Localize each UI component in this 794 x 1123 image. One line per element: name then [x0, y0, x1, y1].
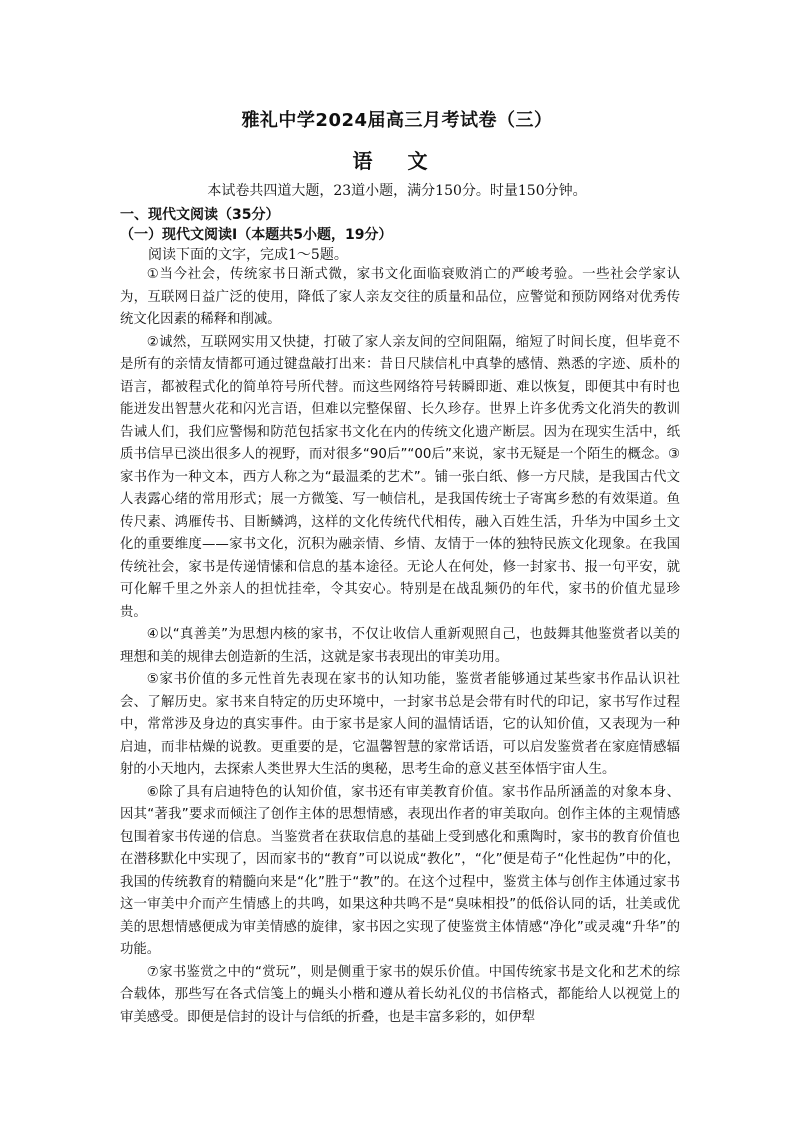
passage-body: [120, 264, 680, 1029]
exam-title: 雅礼中学2024届高三月考试卷（三）: [241, 110, 553, 131]
paragraph: ②诚然，互联网实用又快捷，打破了家人亲友间的空间阻隔，缩短了时间长度，但毕竟不是所有的亲情友情都可通过键盘敲打出来：昔日尺牍信札中真挚的感情、熟悉的字迹、质朴的语言，都被程式化的简单符号所代替。而这些网络符号转瞬即逝、难以恢复，即便其中有时也能迸发出智慧火花和闪光言语，但难以完整保留、长久珍存。世界上许多优秀文化消失的教训告诫人们，我们应警惕和防范包括家书文化在内的传统文化遗产断层。因为在现实生活中，纸质书信早已淡出很多人的视野，而对很多“90后”“00后”来说，家书无疑是一个陌生的概念。③家书作为一种文本，西方人称之为“最温柔的艺术”。铺一张白纸、修一方尺牍，是我国古代文人表露心绪的常用形式；展一方微笺、写一帧信札，是我国传统士子寄寓乡愁的有效渠道。鱼传尺素、鸿雁传书、目断鳞鸿，这样的文化传统代代相传，融入百姓生活，升华为中国乡土文化的重要维度——家书文化，沉积为融亲情、乡情、友情于一体的独特民族文化现象。在我国传统社会，家书是传递情愫和信息的基本途径。无论人在何处，修一封家书、报一句平安，就可化解千里之外亲人的担忧挂牵，令其安心。特别是在战乱频仍的年代，家书的价值尤显珍贵。: [120, 334, 680, 620]
reading-instruction: 阅读下面的文字，完成1～5题。: [148, 247, 348, 263]
paragraph: ⑥除了具有启迪特色的认知价值，家书还有审美教育价值。家书作品所涵盖的对象本身、因其“著我”要求而倾注了创作主体的思想情感，表现出作者的审美取向。创作主体的主观情感包围着家书传递的信息。当鉴赏者在获取信息的基础上受到感化和熏陶时，家书的教育价值也在潜移默化中实现了，因而家书的“教育”可以说成“教化”，“化”便是荀子“化性起伪”中的化，我国的传统教育的精髓向来是“化”胜于“教”的。在这个过程中，鉴赏主体与创作主体通过家书这一审美中介而产生情感上的共鸣，如果这种共鸣不是“臭味相投”的低俗认同的话，壮美或优美的思想情感便成为审美情感的旋律，家书因之实现了使鉴赏主体情感“净化”或灵魂“升华”的功能。: [120, 784, 680, 957]
subject-heading: 语 文: [352, 149, 442, 173]
paragraph: ⑤家书价值的多元性首先表现在家书的认知功能，鉴赏者能够通过某些家书作品认识社会、了解历史。家书来自特定的历史环境中，一封家书总是会带有时代的印记，家书写作过程中，常常涉及身边的真实事件。由于家书是家人间的温情话语，它的认知价值，又表现为一种启迪，而非枯燥的说教。更重要的是，它温馨智慧的家常话语，可以启发鉴赏者在家庭情感辐射的小天地内，去探索人类世界大生活的奥秘，思考生命的意义甚至体悟宇宙人生。: [120, 672, 680, 777]
paragraph: ④以“真善美”为思想内核的家书，不仅让收信人重新观照自己，也鼓舞其他鉴赏者以美的理想和美的规律去创造新的生活，这就是家书表现出的审美功用。: [120, 627, 680, 665]
paragraph: ①当今社会，传统家书日渐式微，家书文化面临衰败消亡的严峻考验。一些社会学家认为，互联网日益广泛的使用，降低了家人亲友交往的质量和品位，应警觉和预防网络对优秀传统文化因素的稀释和削减。: [120, 267, 680, 327]
paragraph: ⑦家书鉴赏之中的“赏玩”，则是侧重于家书的娱乐价值。中国传统家书是文化和艺术的综合载体，那些写在各式信笺上的蝇头小楷和遵从着长幼礼仪的书信格式，都能给人以视觉上的审美感受。即便是信封的设计与信纸的折叠，也是丰富多彩的，如伊犁: [120, 964, 680, 1025]
exam-instructions: 本试卷共四道大题，23道小题，满分150分。时量150分钟。: [207, 183, 587, 199]
subsection-heading: （一）现代文阅读Ⅰ（本题共5小题，19分）: [120, 227, 393, 243]
section-heading: 一、现代文阅读（35分）: [120, 207, 280, 223]
